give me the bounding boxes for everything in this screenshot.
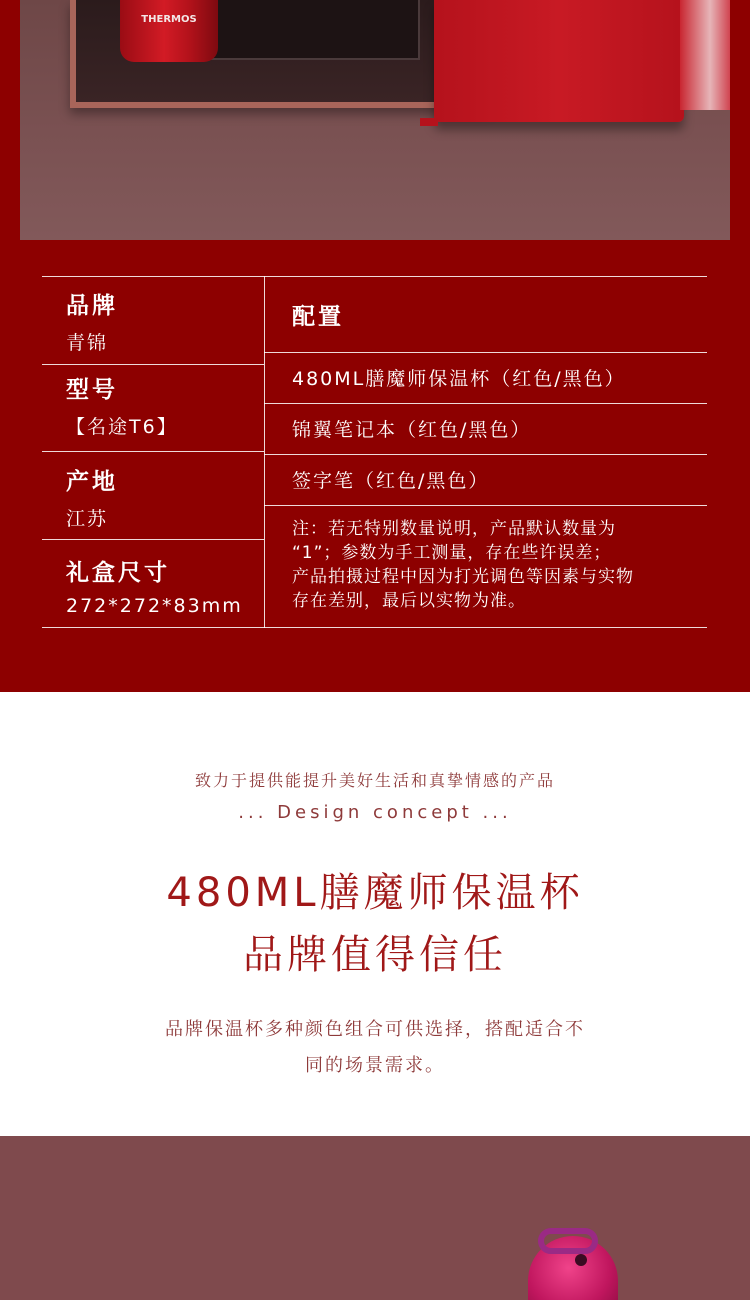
spec-brand-value: 青锦 [66,332,109,354]
spec-note-line: 存在差别，最后以实物为准。 [292,591,526,611]
spec-origin-label: 产地 [66,469,118,495]
spec-config-item: 锦翼笔记本（红色/黑色） [292,419,532,441]
design-concept-label: ... Design concept ... [238,802,512,823]
bottle-cap-handle [538,1228,598,1254]
spec-origin [42,463,264,531]
spec-brand-label: 品牌 [66,293,118,319]
thermos-bottle [120,0,218,62]
description-line-2: 同的场景需求。 [305,1055,445,1076]
product-photo-bottle-cap [0,1136,750,1300]
description-line-1: 品牌保温杯多种颜色组合可供选择，搭配适合不 [165,1019,585,1040]
spec-note-line: 注：若无特别数量说明，产品默认数量为 [292,519,616,539]
spec-model [42,371,264,439]
spec-config-header: 配置 [292,303,344,330]
spec-note-line: 产品拍摄过程中因为打光调色等因素与实物 [292,567,634,587]
spec-table [42,276,707,628]
spec-note [264,505,707,627]
spec-model-label: 型号 [66,377,118,403]
product-photo-gift-box [20,0,730,240]
headline-line-2: 品牌值得信任 [243,932,507,978]
spec-brand [42,287,264,355]
design-concept-section [0,692,750,1136]
spec-model-value: 【名途T6】 [66,416,178,438]
spec-config-item: 签字笔（红色/黑色） [292,470,490,492]
brand-slogan: 致力于提供能提升美好生活和真挚情感的产品 [194,771,555,790]
headline-line-1: 480ML膳魔师保温杯 [166,870,584,916]
headline [0,862,750,986]
spec-box-size [42,554,264,617]
description [130,1012,620,1084]
spec-box-size-label: 礼盒尺寸 [66,560,170,586]
gift-box-lid [680,0,730,110]
red-notebook [434,0,684,122]
bottle-logo-text: THERMOS [141,14,197,25]
bottle-cap-button [575,1254,587,1266]
spec-origin-value: 江苏 [66,508,109,530]
spec-box-size-value: 272*272*83mm [66,595,243,617]
spec-note-line: “1”；参数为手工测量，存在些许误差； [292,543,612,563]
spec-config-item: 480ML膳魔师保温杯（红色/黑色） [292,368,626,390]
notebook-ribbon [420,118,438,126]
